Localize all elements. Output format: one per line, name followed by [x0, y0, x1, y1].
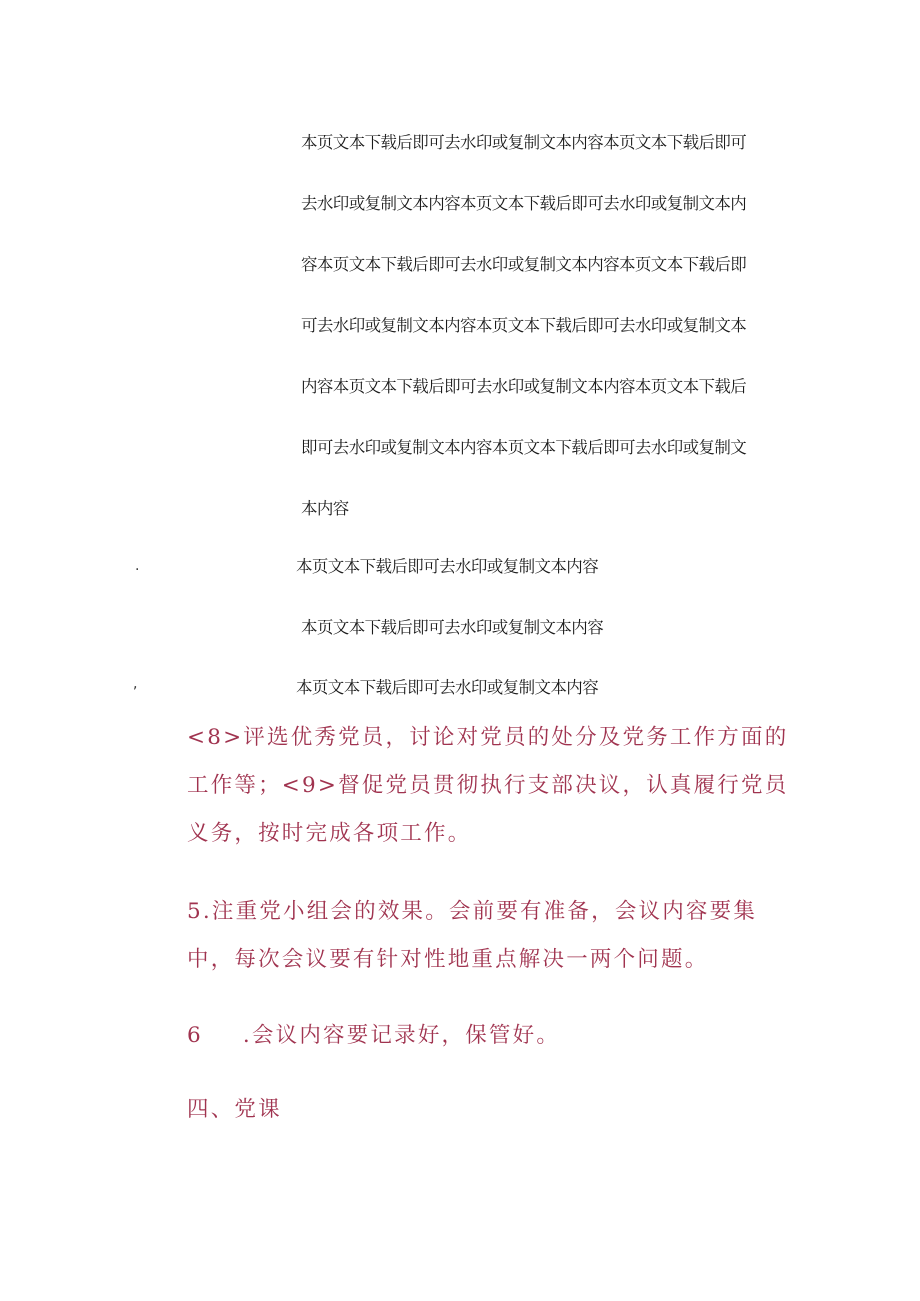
watermark-line: 内容本页文本下载后即可去水印或复制文本内容本页文本下载后 [301, 377, 747, 396]
paragraph-item-6 [137, 1012, 797, 1060]
watermark-line-single: 本页文本下载后即可去水印或复制文本内容 [301, 618, 604, 637]
item-number: 6 [187, 1023, 203, 1048]
watermark-line: 本内容 [301, 499, 349, 518]
watermark-line: 即可去水印或复制文本内容本页文本下载后即可去水印或复制文 [301, 438, 747, 457]
watermark-line: 可去水印或复制文本内容本页文本下载后即可去水印或复制文本 [301, 316, 747, 335]
watermark-line-single: 本页文本下载后即可去水印或复制文本内容 [296, 557, 599, 576]
stray-dot-mark: . [135, 558, 140, 574]
watermark-line: 去水印或复制文本内容本页文本下载后即可去水印或复制文本内 [301, 194, 747, 213]
paragraph-line [137, 1012, 797, 1060]
stray-comma-mark: , [133, 676, 138, 692]
section-heading [137, 1086, 797, 1134]
paragraph-meeting-tasks [137, 714, 797, 858]
paragraph-item-5 [137, 888, 797, 984]
heading-text: 四、党课 [187, 1097, 282, 1122]
item-text: .会议内容要记录好，保管好。 [242, 1023, 561, 1048]
watermark-paragraph [301, 128, 791, 555]
watermark-line-single: 本页文本下载后即可去水印或复制文本内容 [296, 678, 599, 697]
watermark-line: 容本页文本下载后即可去水印或复制文本内容本页文本下载后即 [301, 255, 747, 274]
watermark-line: 本页文本下载后即可去水印或复制文本内容本页文本下载后即可 [301, 133, 747, 152]
paragraph-text: <8>评选优秀党员，讨论对党员的处分及党务工作方面的工作等；<9>督促党员贯彻执行支部决议，认真履行党员义务，按时完成各项工作。 [187, 725, 789, 846]
paragraph-text: 5.注重党小组会的效果。会前要有准备，会议内容要集中，每次会议要有针对性地重点解决一两个问题。 [187, 899, 758, 972]
